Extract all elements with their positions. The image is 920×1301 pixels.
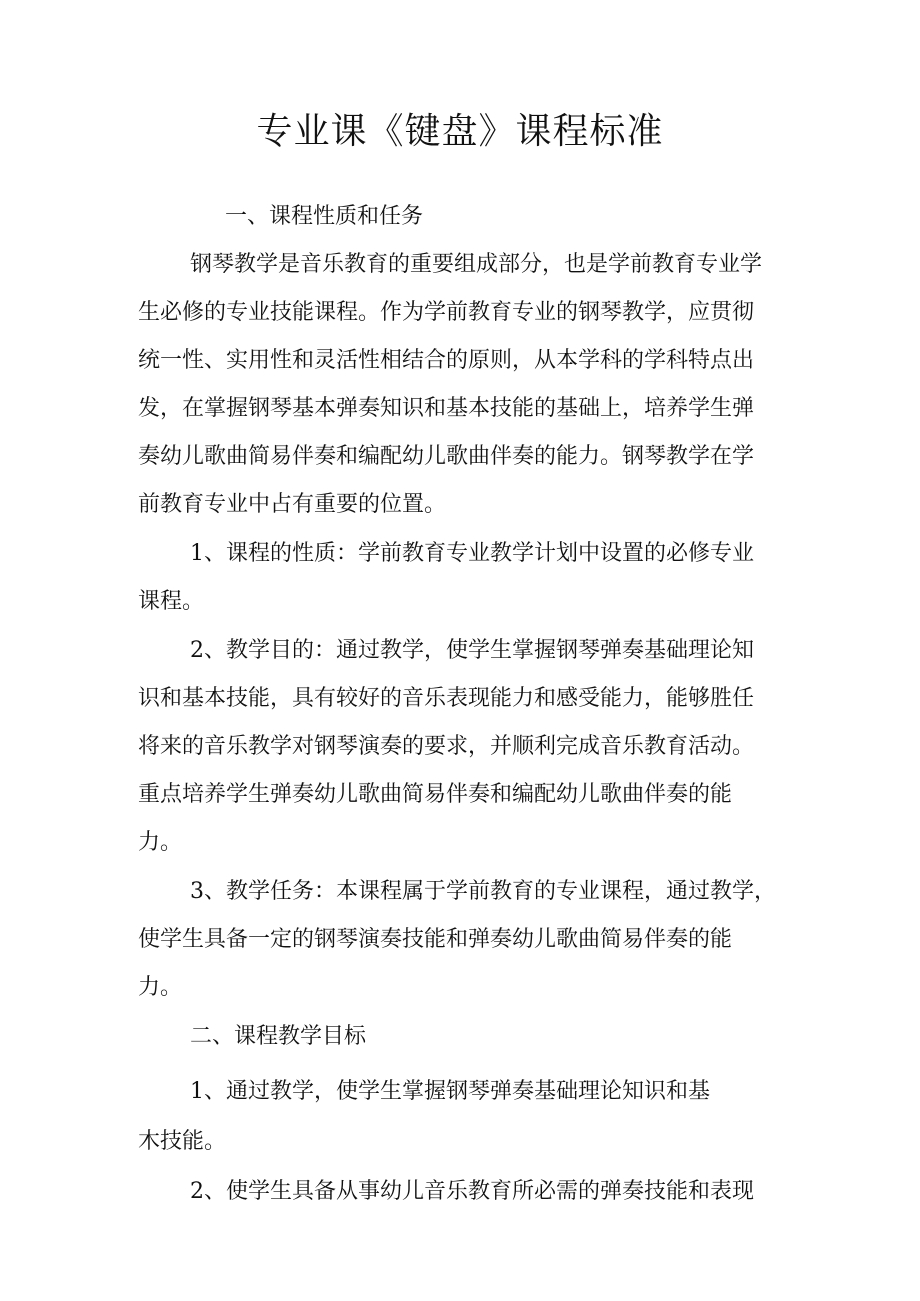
- section2-item2-line: 2、使学生具备从事幼儿音乐教育所必需的弹奏技能和表现: [190, 1179, 754, 1204]
- section1-intro-line: 奏幼儿歌曲简易伴奏和编配幼儿歌曲伴奏的能力。钢琴教学在学: [138, 444, 755, 469]
- section1-intro-line: 钢琴教学是音乐教育的重要组成部分，也是学前教育专业学: [190, 252, 763, 277]
- section1-item3-line: 使学生具备一定的钢琴演奏技能和弹奏幼儿歌曲简易伴奏的能: [138, 927, 733, 952]
- section1-intro-line: 发，在掌握钢琴基本弹奏知识和基本技能的基础上，培养学生弹: [138, 396, 755, 421]
- section1-intro-line: 统一性、实用性和灵活性相结合的原则，从本学科的学科特点出: [138, 348, 755, 373]
- section2-item1-line: 1、通过教学，使学生掌握钢琴弹奏基础理论知识和基: [190, 1079, 710, 1104]
- section1-item2-line: 重点培养学生弹奏幼儿歌曲简易伴奏和编配幼儿歌曲伴奏的能: [138, 782, 733, 807]
- section1-item1-line: 课程。: [138, 589, 205, 614]
- section1-item3-line: 力。: [138, 975, 183, 1000]
- section1-item2-line: 识和基本技能，具有较好的音乐表现能力和感受能力，能够胜任: [138, 686, 755, 711]
- section1-item2-line: 将来的音乐教学对钢琴演奏的要求，并顺利完成音乐教育活动。: [138, 734, 755, 759]
- section1-item3-line: 3、教学任务：本课程属于学前教育的专业课程，通过教学，: [190, 879, 776, 904]
- section2-item1-line: 木技能。: [138, 1129, 227, 1154]
- section1-intro-line: 生必修的专业技能课程。作为学前教育专业的钢琴教学，应贯彻: [138, 300, 755, 325]
- document-title: 专业课《键盘》课程标准: [256, 111, 664, 152]
- section1-item2-line: 2、教学目的：通过教学，使学生掌握钢琴弹奏基础理论知: [190, 638, 754, 663]
- section1-item2-line: 力。: [138, 830, 183, 855]
- section1-item1-line: 1、课程的性质：学前教育专业教学计划中设置的必修专业: [190, 541, 754, 566]
- section1-intro-line: 前教育专业中占有重要的位置。: [138, 492, 447, 517]
- section2-heading: 二、课程教学目标: [190, 1024, 367, 1049]
- section1-heading: 一、课程性质和任务: [225, 204, 424, 229]
